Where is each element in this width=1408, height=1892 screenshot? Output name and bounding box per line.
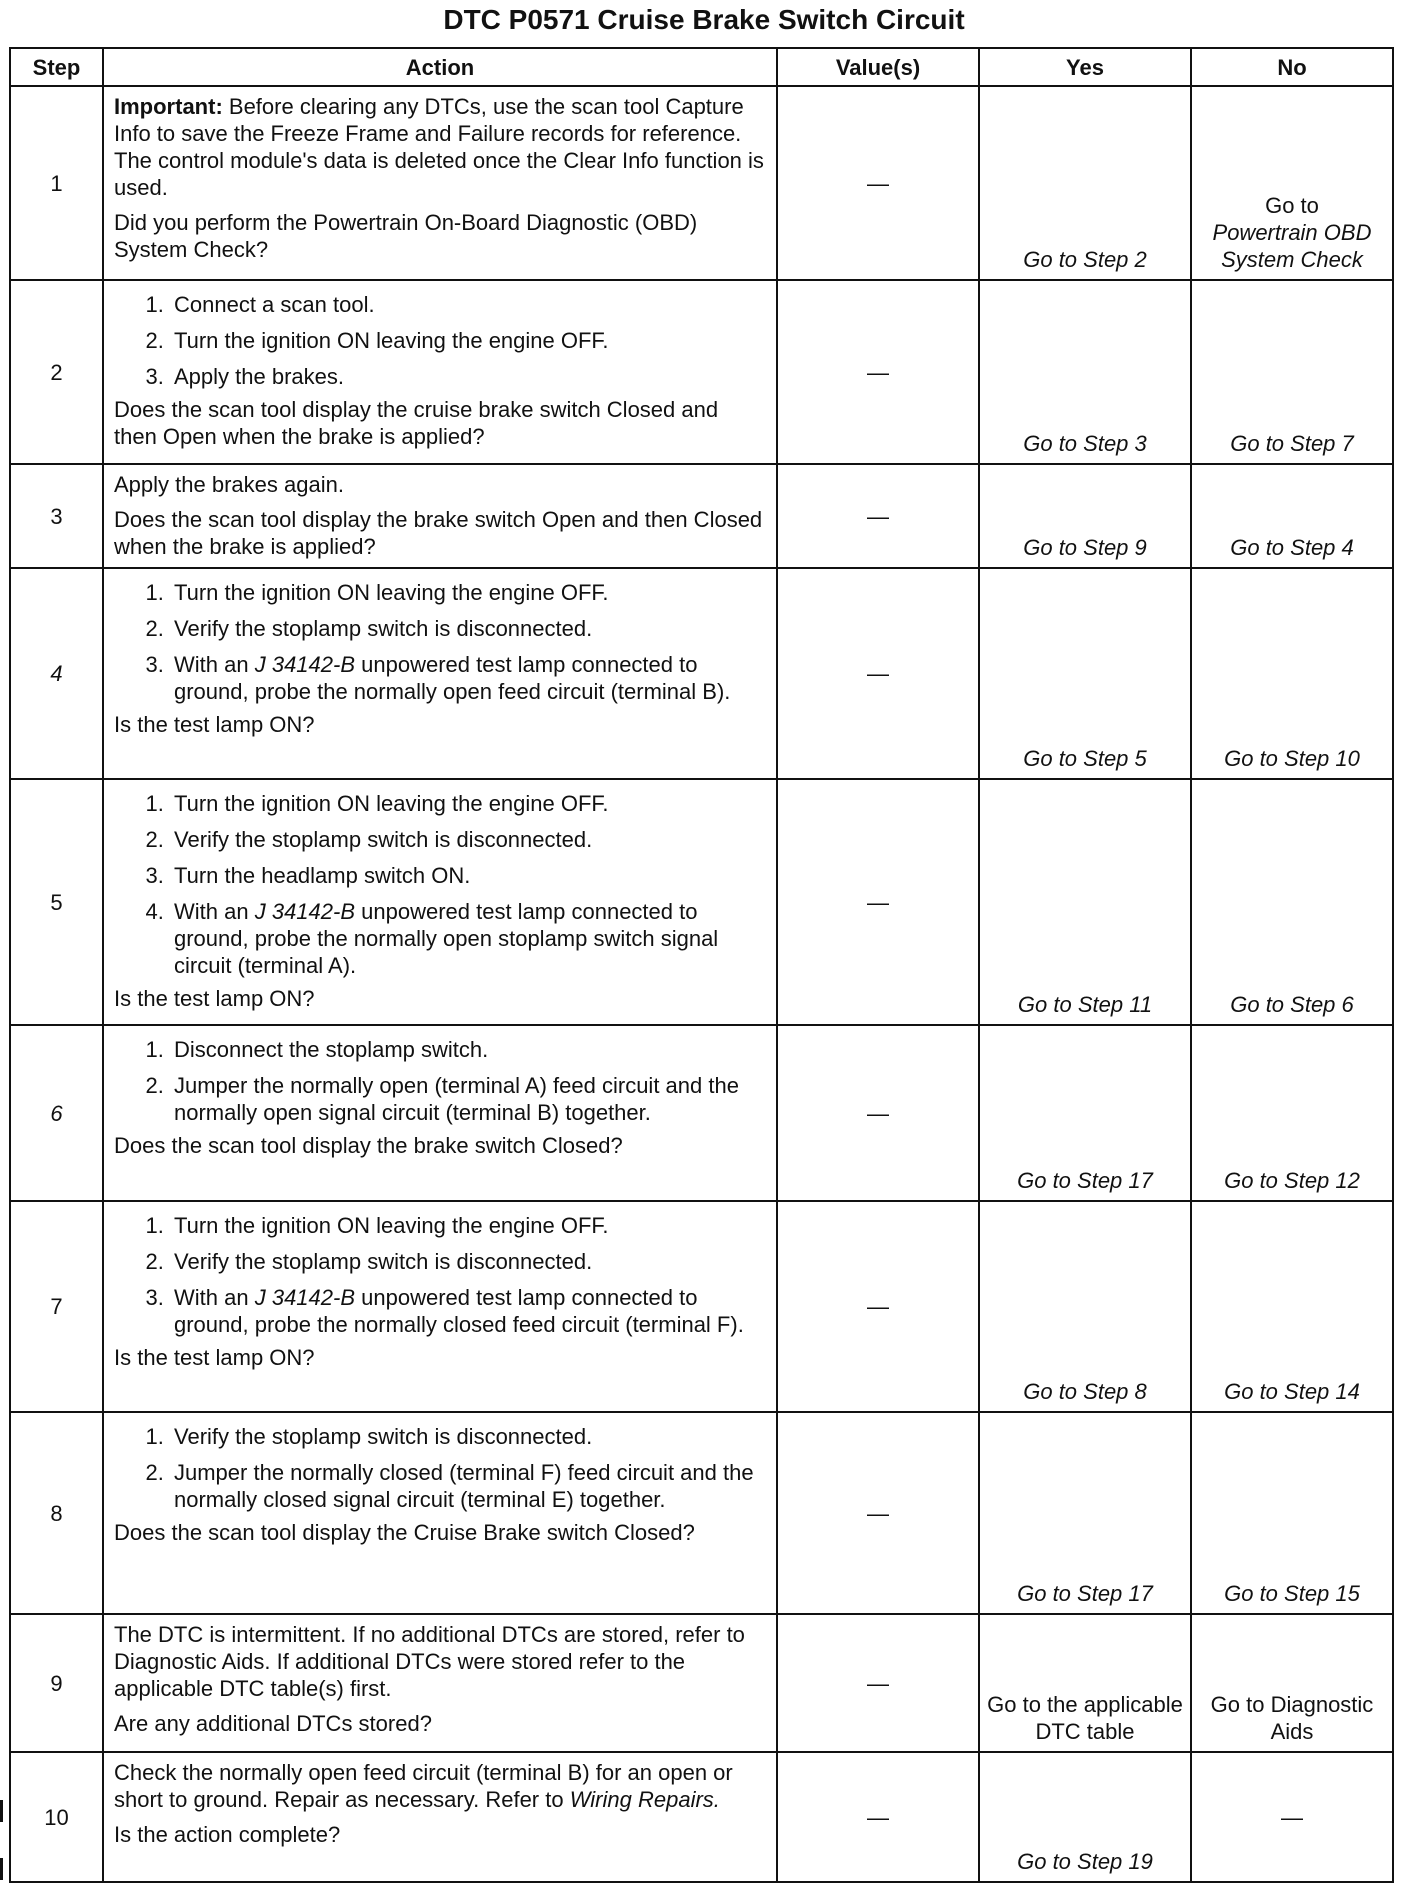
table-header-row — [10, 48, 1393, 86]
action-text: The DTC is intermittent. If no additional DTCs are stored, refer to Diagnostic Aids. If additional DTCs were stored refer to the applicable DTC table(s) first. — [114, 1622, 745, 1701]
action-item: 1. Turn the ignition ON leaving the engine OFF. — [170, 790, 766, 817]
header-yes: Yes — [979, 48, 1191, 86]
action-list — [114, 1212, 766, 1338]
table-row — [10, 1025, 1393, 1201]
no-cell: Go to Step 6 — [1191, 779, 1393, 1025]
value-cell: — — [777, 1614, 979, 1752]
action-item: 1. Connect a scan tool. — [170, 291, 766, 318]
item-text: With an — [174, 652, 249, 677]
yes-cell: Go to Step 9 — [979, 464, 1191, 568]
value-cell: — — [777, 280, 979, 464]
question-text: Does the scan tool display the Cruise Brake switch Closed? — [114, 1520, 695, 1545]
value-cell: — — [777, 1025, 979, 1201]
action-item: 1. Turn the ignition ON leaving the engine OFF. — [170, 1212, 766, 1239]
value-cell: — — [777, 464, 979, 568]
action-item: 2. Verify the stoplamp switch is disconnected. — [170, 615, 766, 642]
table-row — [10, 1201, 1393, 1412]
action-list — [114, 1036, 766, 1126]
value-cell: — — [777, 1752, 979, 1882]
action-cell — [103, 86, 777, 280]
action-cell — [103, 1025, 777, 1201]
important-label: Important: — [114, 94, 223, 119]
tool-reference: J 34142-B — [254, 899, 356, 924]
important-text: Before clearing any DTCs, use the scan tool Capture Info to save the Freeze Frame and Failure records for reference. The control module's data is deleted once the Clear Info function is used. — [114, 94, 764, 200]
scan-margin-mark — [0, 1800, 3, 1822]
action-item: 1. Disconnect the stoplamp switch. — [170, 1036, 766, 1063]
step-number: 5 — [10, 779, 103, 1025]
page-title: DTC P0571 Cruise Brake Switch Circuit — [443, 4, 965, 35]
action-item: 1. Verify the stoplamp switch is disconnected. — [170, 1423, 766, 1450]
step-number: 10 — [10, 1752, 103, 1882]
action-list — [114, 579, 766, 705]
powertrain-obd-link[interactable]: Powertrain OBD System Check — [1212, 220, 1372, 272]
question-text: Is the test lamp ON? — [114, 1345, 315, 1370]
value-cell: — — [777, 779, 979, 1025]
action-list — [114, 1423, 766, 1513]
tool-reference: J 34142-B — [254, 652, 356, 677]
action-text-main: Check the normally open feed circuit (terminal B) for an open or short to ground. Repair as necessary. Refer to — [114, 1760, 733, 1812]
step-number: 8 — [10, 1412, 103, 1614]
table-row — [10, 779, 1393, 1025]
step-number: 7 — [10, 1201, 103, 1412]
item-text: unpowered test lamp connected to ground, probe the normally open stoplamp switch signal circuit (terminal A). — [174, 899, 719, 978]
question-text: Is the test lamp ON? — [114, 712, 315, 737]
diagnostic-table — [9, 47, 1394, 1883]
tool-reference: J 34142-B — [254, 1285, 356, 1310]
table-row — [10, 1412, 1393, 1614]
action-item: 3. Turn the headlamp switch ON. — [170, 862, 766, 889]
no-cell: Go to Step 15 — [1191, 1412, 1393, 1614]
item-text: With an — [174, 899, 249, 924]
action-cell — [103, 779, 777, 1025]
action-cell — [103, 1614, 777, 1752]
question-text: Are any additional DTCs stored? — [114, 1711, 432, 1736]
action-cell — [103, 1412, 777, 1614]
action-item: 2. Verify the stoplamp switch is disconnected. — [170, 1248, 766, 1275]
step-number: 1 — [10, 86, 103, 280]
no-cell: Go to Step 4 — [1191, 464, 1393, 568]
no-cell: Go to Step 12 — [1191, 1025, 1393, 1201]
question-text: Does the scan tool display the cruise brake switch Closed and then Open when the brake is applied? — [114, 397, 719, 449]
yes-cell: Go to Step 17 — [979, 1025, 1191, 1201]
header-values: Value(s) — [777, 48, 979, 86]
header-action: Action — [103, 48, 777, 86]
yes-cell: Go to Step 11 — [979, 779, 1191, 1025]
table-row — [10, 464, 1393, 568]
no-cell: Go to Step 10 — [1191, 568, 1393, 779]
step-number: 4 — [10, 568, 103, 779]
value-cell: — — [777, 1201, 979, 1412]
action-item: 3. Apply the brakes. — [170, 363, 766, 390]
action-cell — [103, 464, 777, 568]
action-text — [114, 1759, 766, 1813]
action-item: 2. Jumper the normally closed (terminal F) feed circuit and the normally closed signal circuit (terminal E) together. — [170, 1459, 766, 1513]
action-item: 2. Turn the ignition ON leaving the engine OFF. — [170, 327, 766, 354]
item-text: unpowered test lamp connected to ground, probe the normally closed feed circuit (terminal F). — [174, 1285, 744, 1337]
yes-cell: Go to Step 5 — [979, 568, 1191, 779]
action-item: 1. Turn the ignition ON leaving the engine OFF. — [170, 579, 766, 606]
action-item — [170, 898, 766, 979]
step-number: 6 — [10, 1025, 103, 1201]
value-cell: — — [777, 86, 979, 280]
yes-cell: Go to Step 17 — [979, 1412, 1191, 1614]
action-list — [114, 790, 766, 979]
scan-margin-mark — [0, 1858, 3, 1880]
no-cell: — — [1191, 1752, 1393, 1882]
action-text: Apply the brakes again. — [114, 472, 344, 497]
question-text: Is the test lamp ON? — [114, 986, 315, 1011]
action-cell — [103, 280, 777, 464]
no-cell: Go to Step 14 — [1191, 1201, 1393, 1412]
no-prefix: Go to — [1265, 193, 1319, 218]
value-cell: — — [777, 568, 979, 779]
action-item — [170, 1284, 766, 1338]
no-cell — [1191, 86, 1393, 280]
wiring-repairs-link[interactable]: Wiring Repairs. — [569, 1787, 720, 1812]
action-item: 2. Verify the stoplamp switch is disconnected. — [170, 826, 766, 853]
yes-cell: Go to Step 2 — [979, 86, 1191, 280]
yes-cell: Go to the applicable DTC table — [979, 1614, 1191, 1752]
item-text: unpowered test lamp connected to ground, probe the normally open feed circuit (terminal B). — [174, 652, 731, 704]
table-row — [10, 1614, 1393, 1752]
table-row — [10, 568, 1393, 779]
item-text: With an — [174, 1285, 249, 1310]
action-cell — [103, 1201, 777, 1412]
step-number: 3 — [10, 464, 103, 568]
table-row — [10, 280, 1393, 464]
table-row — [10, 86, 1393, 280]
action-item — [170, 651, 766, 705]
no-cell: Go to Diagnostic Aids — [1191, 1614, 1393, 1752]
question-text: Is the action complete? — [114, 1822, 341, 1847]
table-row — [10, 1752, 1393, 1882]
step-number: 9 — [10, 1614, 103, 1752]
yes-cell: Go to Step 3 — [979, 280, 1191, 464]
question-text: Does the scan tool display the brake switch Open and then Closed when the brake is applied? — [114, 507, 763, 559]
yes-cell: Go to Step 8 — [979, 1201, 1191, 1412]
step-number: 2 — [10, 280, 103, 464]
question-text: Did you perform the Powertrain On-Board Diagnostic (OBD) System Check? — [114, 210, 698, 262]
no-cell: Go to Step 7 — [1191, 280, 1393, 464]
action-list — [114, 291, 766, 390]
value-cell: — — [777, 1412, 979, 1614]
action-cell — [103, 1752, 777, 1882]
action-item: 2. Jumper the normally open (terminal A) feed circuit and the normally open signal circuit (terminal B) together. — [170, 1072, 766, 1126]
important-note — [114, 93, 766, 201]
action-cell — [103, 568, 777, 779]
header-step: Step — [10, 48, 103, 86]
header-no: No — [1191, 48, 1393, 86]
question-text: Does the scan tool display the brake switch Closed? — [114, 1133, 623, 1158]
yes-cell: Go to Step 19 — [979, 1752, 1191, 1882]
